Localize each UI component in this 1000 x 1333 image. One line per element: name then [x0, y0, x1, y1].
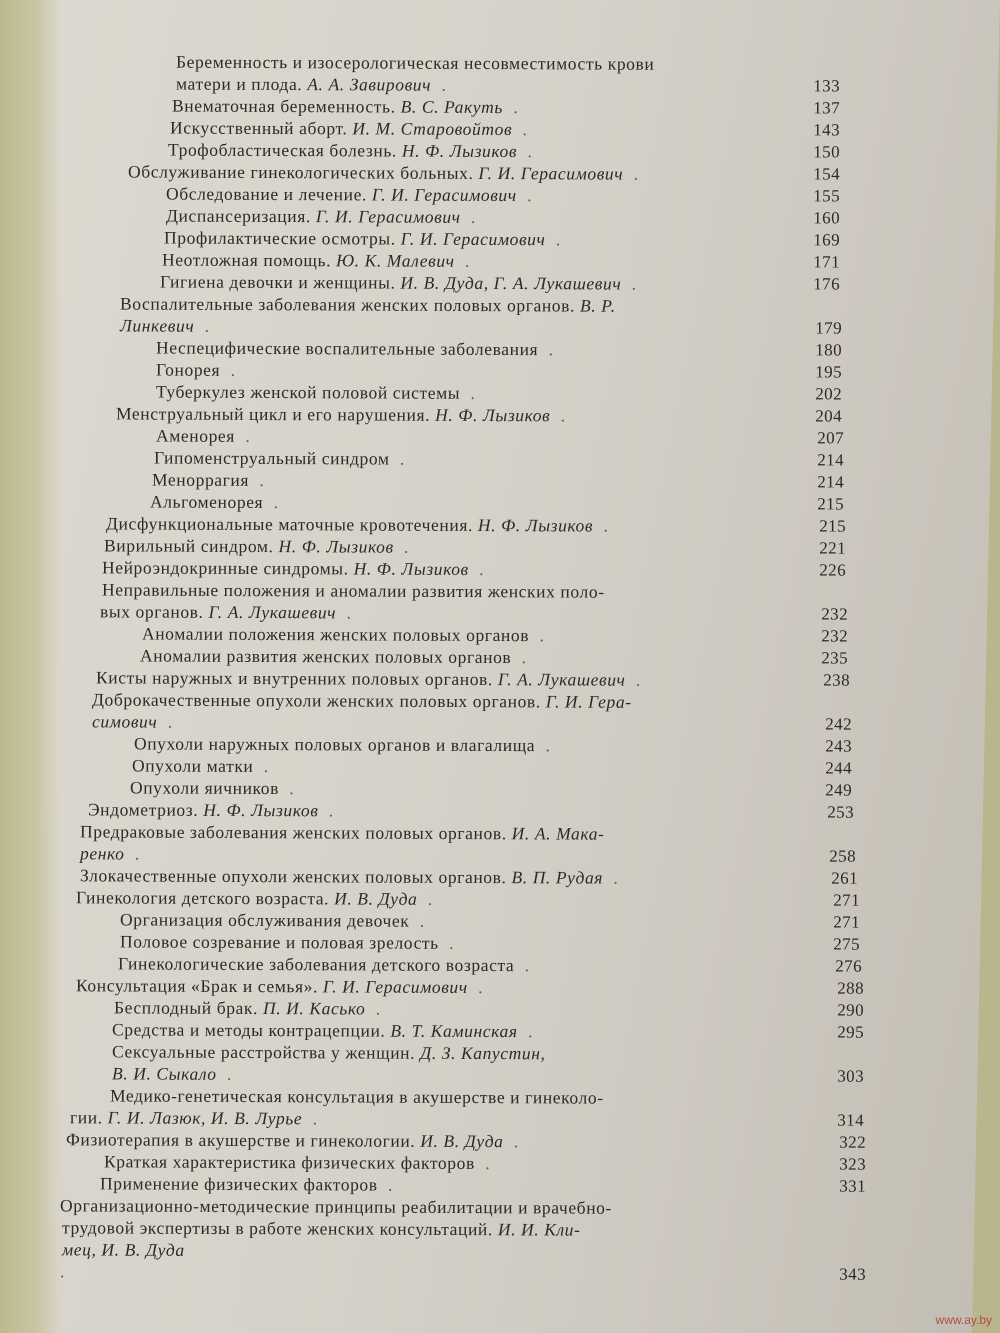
toc-entry [128, 160, 840, 185]
toc-entry-title: Применение физических факторов [99, 1173, 378, 1195]
toc-entry-author: Н. Ф. Лызиков [353, 558, 469, 579]
toc-entry-page-number: 242 [825, 714, 853, 734]
toc-entry-page-number: 295 [837, 1022, 865, 1042]
watermark: www.ay.by [935, 1313, 992, 1327]
toc-entry-page-number: 232 [821, 604, 849, 624]
toc-entry [152, 468, 844, 493]
toc-entry-author: В. П. Рудая [511, 867, 604, 888]
toc-entry-page-number: 169 [813, 230, 841, 250]
leader-dots: . [278, 778, 300, 799]
toc-entry-title: Медико-генетическая консультация в акушерстве и гинеколо- [109, 1085, 604, 1108]
leader-dots: . [460, 382, 481, 403]
leader-dots: . [474, 1152, 496, 1174]
toc-entry [102, 556, 846, 581]
toc-entry-author: И. А. Мака- [511, 823, 605, 844]
toc-entry-page-number: 238 [823, 670, 851, 690]
leader-dots: . [517, 141, 538, 162]
toc-entry-author: П. И. Касько [262, 998, 366, 1019]
toc-entry-page-number: 226 [819, 560, 847, 580]
leader-dots: . [253, 755, 275, 777]
toc-entry [154, 446, 844, 471]
toc-entry-author: ренко [79, 843, 125, 864]
toc-entry-page-number: 258 [829, 846, 857, 866]
toc-entry-page-number: 154 [813, 164, 841, 184]
toc-entry [112, 1062, 864, 1087]
toc-entry-page-number: 207 [817, 428, 845, 448]
leader-dots: . [263, 491, 285, 513]
toc-entry-title: матери и плода. [175, 73, 308, 95]
toc-entry-page-number: 150 [813, 142, 841, 162]
toc-entry-author: Г. И. Гера- [545, 691, 632, 712]
leader-dots: . [409, 910, 431, 931]
toc-entry-page-number: 155 [813, 186, 841, 206]
toc-entry-title: Неотложная помощь. [161, 249, 337, 271]
toc-entry-title: Аменорея [155, 425, 236, 446]
toc-entry-page-number: 323 [839, 1154, 867, 1174]
toc-entry-title: Злокачественные опухоли женских половых органов. [79, 865, 512, 888]
toc-entry-title: Туберкулез женской половой системы [155, 381, 461, 403]
leader-dots: . [512, 119, 533, 140]
toc-entry-page-number: 288 [837, 978, 865, 998]
leader-dots: . [621, 273, 643, 294]
toc-entry [162, 249, 840, 274]
toc-entry-title: Опухоли наружных половых органов и влагалища [133, 733, 536, 756]
toc-entry-title: Гинекология детского возраста. [75, 887, 335, 909]
toc-entry-title: Гигиена девочки и женщины. [159, 271, 401, 293]
toc-entry-title: вых органов. [99, 601, 209, 622]
toc-entry [150, 490, 844, 515]
toc-entry-title: гии. [69, 1107, 108, 1128]
toc-entry-author: Н. Ф. Лызиков [203, 799, 319, 821]
leader-dots: . [535, 735, 556, 756]
toc-entry [116, 402, 842, 427]
leader-dots: . [302, 1108, 324, 1129]
leader-dots: . [460, 206, 482, 227]
toc-entry [130, 776, 852, 801]
toc-entry-page-number: 275 [833, 934, 861, 954]
leader-dots: . [550, 405, 572, 426]
toc-entry-title: Эндометриоз. [87, 799, 204, 820]
leader-dots: . [318, 800, 340, 821]
toc-entry-page-number: 290 [837, 1000, 865, 1020]
leader-dots: . [59, 1261, 71, 1282]
toc-entry-author: Д. З. Капустин, [420, 1042, 546, 1064]
toc-entry [120, 930, 860, 955]
toc-entry-title: Менструальный цикл и его нарушения. [115, 403, 436, 425]
toc-entry [164, 227, 840, 252]
toc-entry-title: Вирильный синдром. [103, 535, 279, 557]
toc-entry-author: Г. И. Герасимович [371, 184, 517, 206]
toc-entry [176, 73, 840, 98]
toc-entry-page-number: 215 [819, 516, 847, 536]
toc-entry-page-number: 179 [815, 318, 843, 338]
toc-entry-title: Аномалии развития женских половых органов [139, 645, 512, 668]
toc-entry-title: Сексуальные расстройства у женщин. [111, 1041, 421, 1063]
toc-entry-title: Предраковые заболевания женских половых органов. [79, 821, 512, 844]
toc-entry-page-number: 133 [813, 76, 841, 96]
toc-entry-page-number: 271 [833, 890, 861, 910]
leader-dots: . [625, 669, 647, 690]
toc-entry [142, 622, 848, 647]
leader-dots: . [538, 339, 560, 360]
toc-entry-author: И. М. Старовойтов [352, 118, 513, 140]
toc-entry-author: И. В. Дуда [420, 1130, 504, 1152]
toc-entry [120, 293, 800, 318]
toc-entry-author: И. В. Дуда [334, 888, 418, 909]
toc-entry [120, 314, 842, 339]
toc-entry [170, 117, 840, 142]
toc-entry [114, 996, 864, 1021]
toc-entry-author: А. А. Завирович [307, 74, 432, 95]
toc-entry-page-number: 171 [813, 252, 841, 272]
toc-entry-page-number: 331 [839, 1176, 867, 1196]
toc-entry-page-number: 143 [813, 120, 841, 140]
toc-entry [110, 1084, 822, 1109]
toc-entry [132, 754, 852, 779]
toc-entry-title: трудовой экспертизы в работе женских консультаций. [61, 1217, 498, 1240]
toc-entry-author: И. В. Дуда, Г. А. Лукашевич [400, 272, 622, 294]
leader-dots: . [603, 867, 624, 888]
toc-entry-author: Ю. К. Малевич [336, 250, 455, 271]
toc-entry [156, 424, 844, 449]
toc-entry-page-number: 180 [815, 340, 843, 360]
toc-entry-page-number: 276 [835, 956, 863, 976]
toc-entry-author: Линкевич [119, 315, 195, 336]
toc-entry-page-number: 202 [815, 384, 843, 404]
leader-dots: . [529, 625, 550, 646]
toc-entry-title: Консультация «Брак и семья». [75, 975, 323, 997]
leader-dots: . [377, 1174, 399, 1195]
toc-entry-page-number: 343 [839, 1264, 867, 1284]
toc-entry-title: Организация обслуживания девочек [119, 909, 410, 931]
toc-entry-title: Нейроэндокринные синдромы. [101, 557, 354, 579]
toc-entry [120, 908, 860, 933]
leader-dots: . [431, 74, 452, 95]
toc-entry-author: Н. Ф. Лызиков [401, 140, 518, 162]
toc-entry [140, 644, 848, 669]
toc-entry [104, 534, 846, 559]
leader-dots: . [220, 359, 242, 380]
toc-entry [102, 578, 800, 603]
toc-entry [156, 381, 842, 406]
toc-entry-title: Альгоменорея [149, 491, 264, 512]
toc-entry [160, 271, 840, 296]
toc-entry-title: Воспалительные заболевания женских половых органов. [119, 293, 581, 316]
leader-dots: . [545, 229, 567, 250]
toc-entry-author: Г. И. Герасимович [478, 162, 624, 184]
toc-entry-title: Организационно-методические принципы реабилитации и врачебно- [59, 1195, 613, 1218]
leader-dots: . [194, 315, 216, 336]
toc-entry-title: Кисты наружных и внутренних половых органов. [95, 667, 498, 690]
toc-entry-author: мец, И. В. Дуда [61, 1239, 185, 1260]
toc-entry-page-number: 322 [839, 1132, 867, 1152]
leader-dots: . [623, 163, 645, 184]
toc-entry-page-number: 214 [817, 450, 845, 470]
toc-entry-page-number: 253 [827, 802, 855, 822]
toc-entry-author: Г. А. Лукашевич [208, 601, 337, 623]
toc-entry-author: В. И. Сыкало [111, 1063, 217, 1084]
leader-dots: . [234, 425, 256, 446]
toc-entry [166, 205, 840, 230]
toc-entry-page-number: 314 [837, 1110, 865, 1130]
toc-entry-page-number: 232 [821, 626, 849, 646]
toc-entry-author: Н. Ф. Лызиков [477, 515, 594, 536]
toc-entry-title: Опухоли матки [131, 755, 254, 776]
toc-entry-page-number: 195 [815, 362, 843, 382]
toc-entry [60, 1260, 866, 1286]
toc-entry-title: Половое созревание и половая зрелость [119, 931, 439, 953]
toc-entry [134, 732, 852, 757]
toc-entry [88, 798, 854, 823]
toc-entry-title: Трофобластическая болезнь. [167, 139, 402, 161]
toc-entry-page-number: 244 [825, 758, 853, 778]
toc-entry [96, 666, 850, 691]
toc-entry-page-number: 249 [825, 780, 853, 800]
leader-dots: . [468, 558, 490, 580]
leader-dots: . [336, 602, 357, 623]
toc-entry-page-number: 261 [831, 868, 859, 888]
toc-entry-title: Гипоменструальный синдром [153, 447, 390, 469]
toc-entry-page-number: 215 [817, 494, 845, 514]
toc-entry-title: Внематочная беременность. [171, 95, 401, 117]
leader-dots: . [503, 1131, 525, 1152]
leader-dots: . [502, 96, 524, 118]
toc-entry [166, 183, 840, 208]
toc-entry-page-number: 271 [833, 912, 861, 932]
toc-entry-page-number: 235 [821, 648, 849, 668]
toc-entry-title: Гонорея [155, 359, 221, 380]
leader-dots: . [593, 515, 614, 536]
toc-entry [118, 952, 862, 977]
toc-entry-author: И. И. Кли- [497, 1219, 581, 1240]
toc-entry [112, 1018, 864, 1043]
toc-entry-author: Г. А. Лукашевич [497, 669, 626, 690]
toc-entry-title: Диспансеризация. [165, 205, 316, 227]
toc-entry-page-number: 221 [819, 538, 847, 558]
leader-dots: . [517, 1021, 539, 1042]
leader-dots: . [514, 955, 536, 976]
toc-entry-title: Профилактические осмотры. [163, 227, 401, 249]
toc-entry-author: В. С. Ракуть [400, 96, 504, 117]
toc-entry [156, 359, 842, 384]
toc-entry-author: Н. Ф. Лызиков [435, 404, 551, 426]
toc-entry-title: Неправильные положения и аномалии развития женских поло- [101, 579, 605, 602]
toc-entry-title: Меноррагия [151, 469, 250, 490]
leader-dots: . [438, 932, 460, 953]
toc-entry-title: Бесплодный брак. [113, 997, 264, 1019]
leader-dots: . [516, 185, 538, 206]
toc-entry [156, 337, 842, 362]
leader-dots: . [417, 888, 439, 909]
toc-entry [112, 1040, 836, 1065]
toc-entry-title: Дисфункциональные маточные кровотечения. [105, 513, 478, 536]
toc-entry-title: Обследование и лечение. [165, 183, 372, 205]
toc-entry-page-number: 137 [813, 98, 841, 118]
leader-dots: . [393, 536, 415, 557]
toc-entry-title: Краткая характеристика физических факторов [103, 1151, 475, 1173]
toc-entry-page-number: 176 [813, 274, 841, 294]
toc-entry-title: Искусственный аборт. [169, 117, 353, 139]
toc-entry-author: В. Р. [579, 295, 616, 316]
leader-dots: . [454, 250, 476, 271]
toc-entry [106, 512, 846, 537]
toc-entry-author: Г. И. Герасимович [315, 206, 461, 227]
toc-entry-title: Неспецифические воспалительные заболевания [155, 337, 539, 360]
toc-entry [176, 51, 790, 76]
leader-dots: . [124, 843, 146, 864]
toc-entry [100, 1172, 866, 1197]
toc-entry-author: Н. Ф. Лызиков [278, 536, 394, 557]
toc-entry-author: Г. И. Лазюк, И. В. Лурье [107, 1107, 303, 1129]
toc-entry-page-number: 204 [815, 406, 843, 426]
toc-entry [92, 688, 810, 713]
toc-entry-title: Опухоли яичников [129, 777, 280, 799]
toc-entry-page-number: 214 [817, 472, 845, 492]
toc-entry-title: Гинекологические заболевания детского возраста [117, 953, 515, 976]
leader-dots: . [511, 647, 533, 668]
leader-dots: . [365, 998, 387, 1019]
toc-entry-page-number: 303 [837, 1066, 865, 1086]
toc-entry-page-number: 243 [825, 736, 853, 756]
toc-entry-title: Обслуживание гинекологических больных. [127, 161, 479, 183]
toc-entry-page-number: 160 [813, 208, 841, 228]
toc-entry-author: Г. И. Герасимович [322, 976, 468, 997]
toc-entry [168, 139, 840, 164]
toc-entry-author: В. Т. Каминская [390, 1020, 518, 1042]
toc-entry-author: Г. И. Герасимович [400, 228, 546, 250]
toc-entry [172, 95, 840, 120]
toc-entry-title: Аномалии положения женских половых органов [141, 623, 530, 646]
toc-entry-author: симович [91, 711, 158, 732]
leader-dots: . [467, 976, 489, 998]
toc-entry-title: Физиотерапия в акушерстве и гинекологии. [65, 1129, 421, 1151]
toc-entry-title: Доброкачественные опухоли женских половых органов. [91, 689, 546, 712]
leader-dots: . [157, 711, 179, 732]
toc-entry-title: Средства и методы контрацепции. [111, 1019, 391, 1041]
leader-dots: . [249, 469, 270, 491]
leader-dots: . [389, 448, 411, 469]
leader-dots: . [216, 1063, 238, 1084]
toc-entry-title: Беременность и изосерологическая несовместимость крови [175, 51, 655, 74]
